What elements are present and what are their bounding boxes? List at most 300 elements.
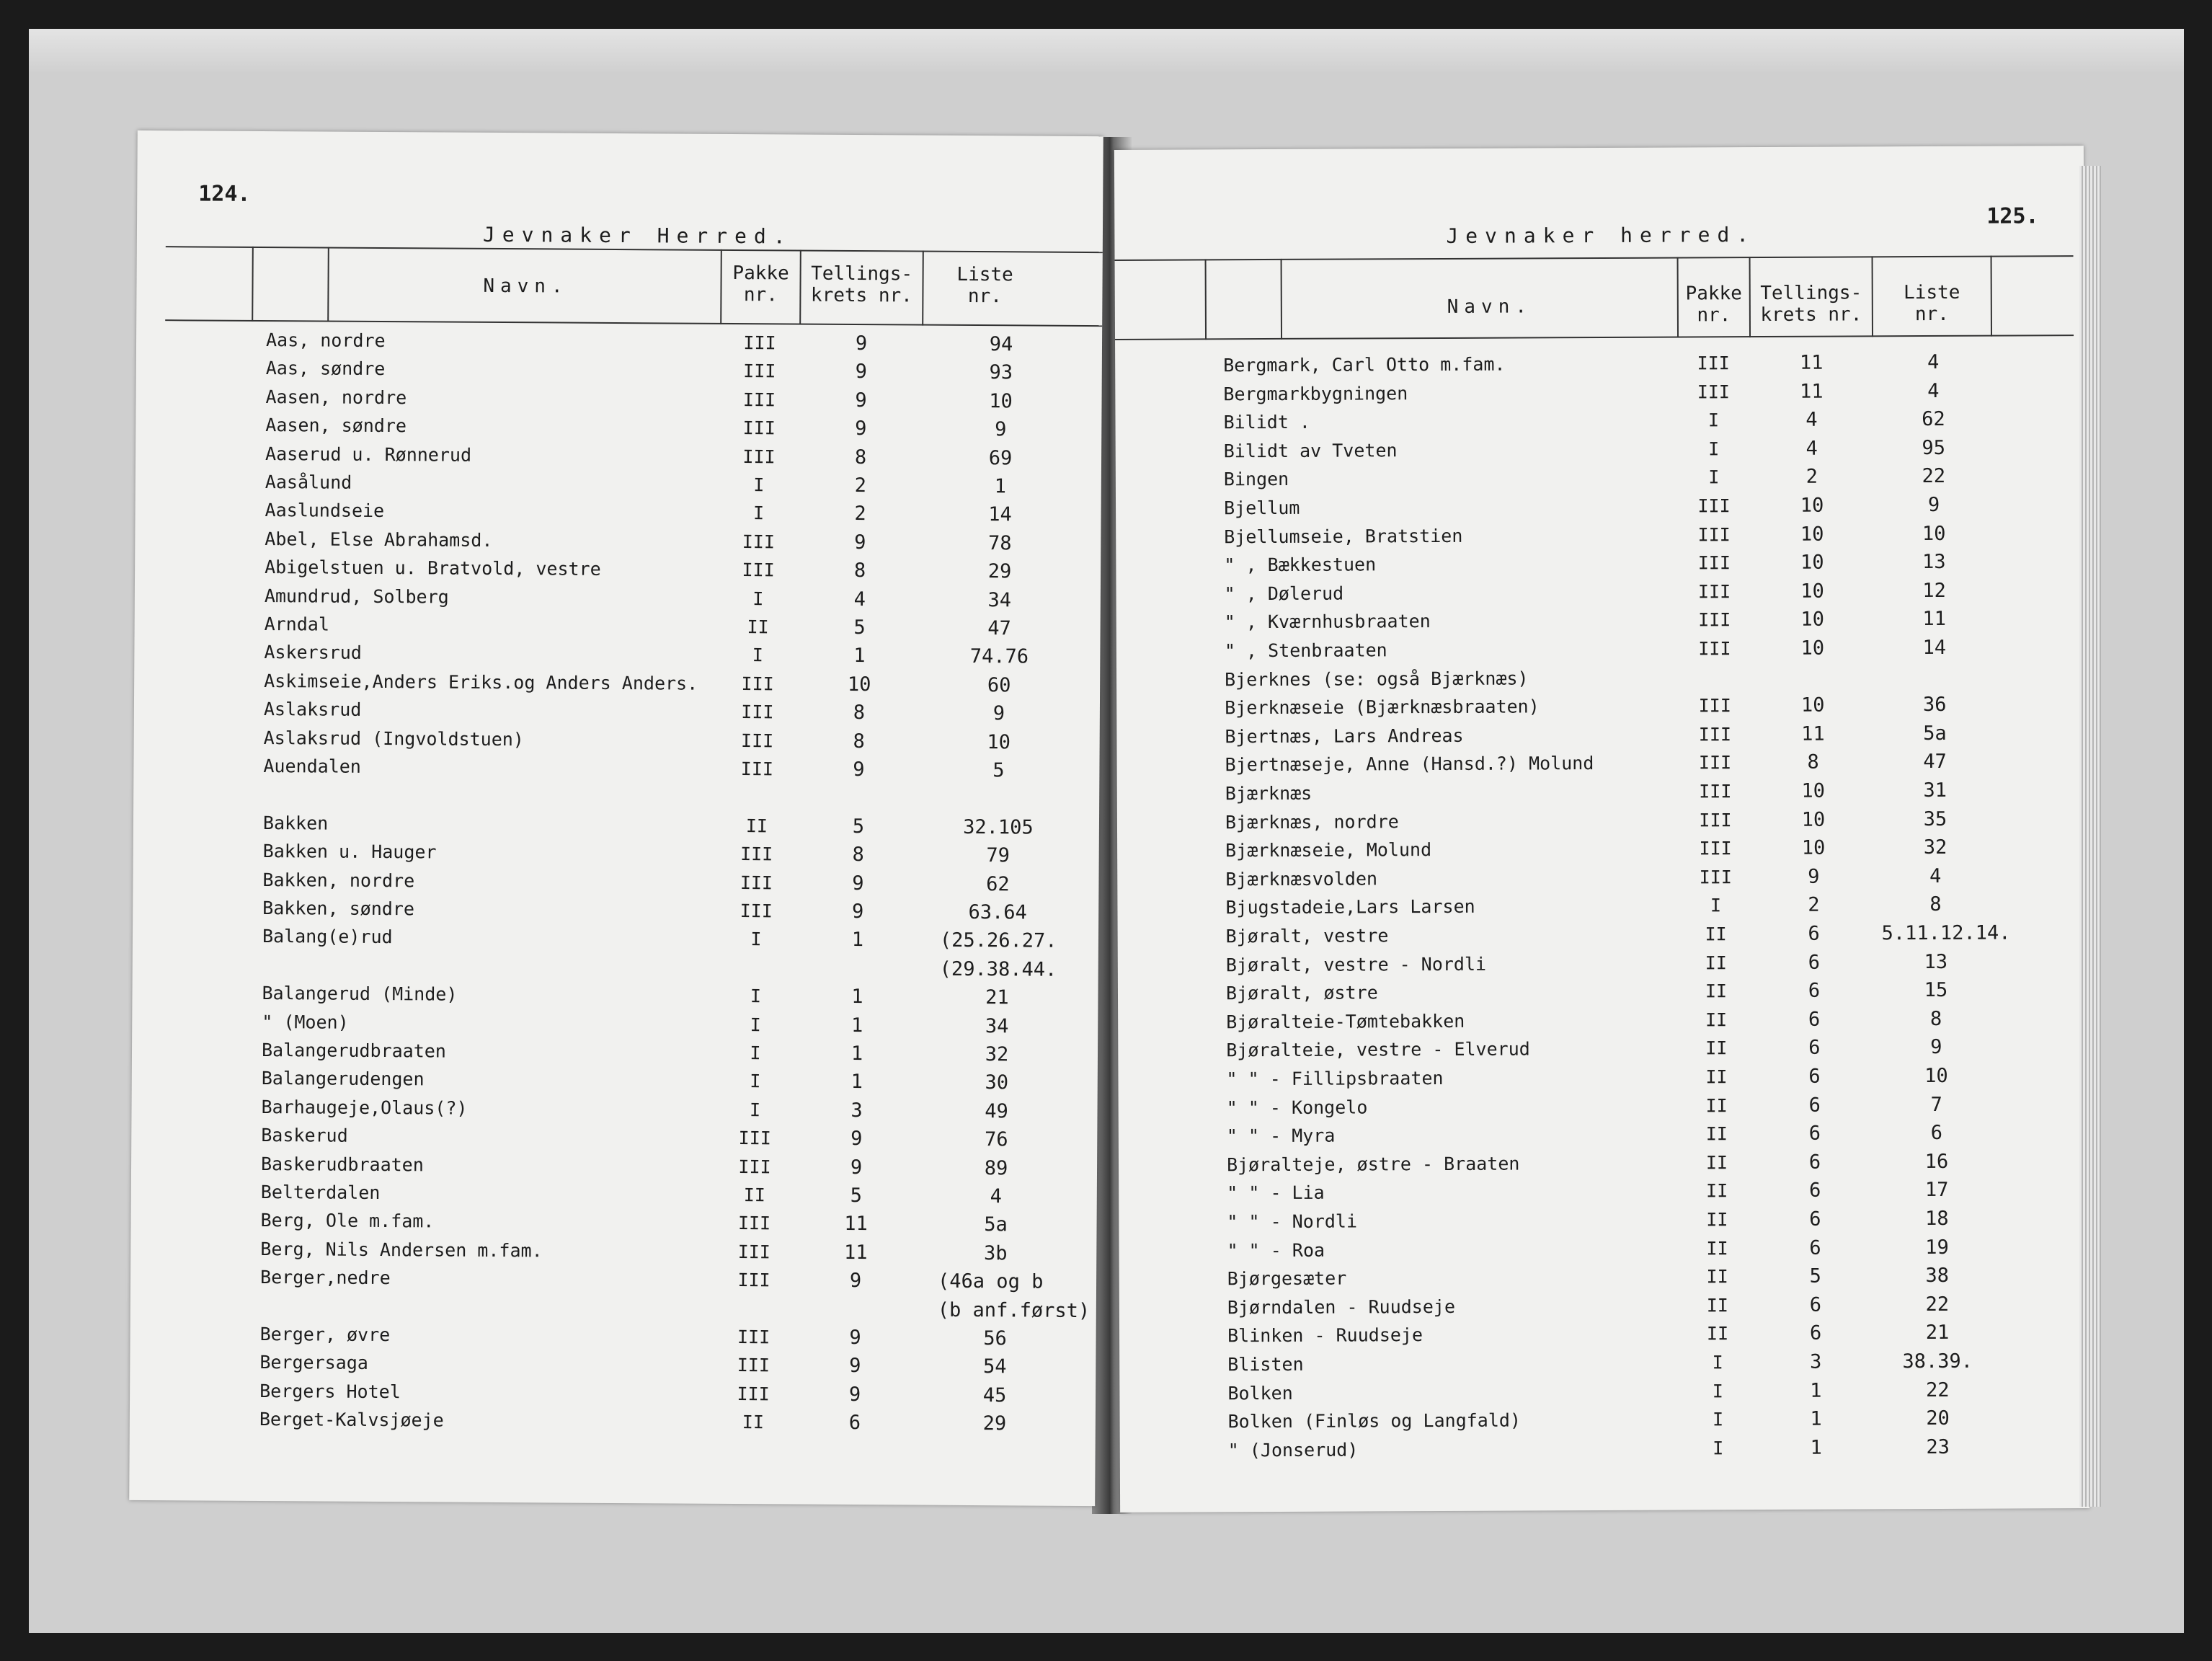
entry-name: Balangerud (Minde): [262, 983, 458, 1005]
entry-name: Abel, Else Abrahamsd.: [265, 528, 493, 551]
tellingskrets-nr: 8: [853, 701, 866, 725]
liste-nr: 5.11.12.14.: [1881, 921, 2011, 945]
tellingskrets-nr: [797, 957, 918, 958]
left-page: [129, 130, 1103, 1506]
header-navn: Navn.: [1447, 296, 1533, 318]
liste-nr: [1880, 665, 1989, 666]
entry-name: Balangerudbraaten: [261, 1040, 446, 1062]
liste-nr: 6: [1930, 1122, 1943, 1145]
tellingskrets-nr: 6: [1808, 922, 1820, 945]
liste-nr: 49: [985, 1099, 1008, 1123]
liste-nr: 56: [983, 1327, 1007, 1350]
tellingskrets-nr: 3: [850, 1099, 863, 1122]
header-navn: Navn.: [483, 275, 569, 298]
header-liste: Liste nr.: [1904, 281, 1960, 326]
entry-name: Bakken u. Hauger: [262, 841, 437, 863]
tellingskrets-nr: 6: [1809, 1236, 1821, 1259]
column-divider: [252, 247, 254, 322]
entry-name: Bjærknæs: [1225, 782, 1312, 805]
column-divider: [1281, 259, 1282, 340]
entry-name: Bjøralteie-Tømtebakken: [1226, 1010, 1465, 1033]
pakke-nr: II: [1705, 923, 1727, 945]
page-title: Jevnaker Herred.: [482, 222, 793, 249]
tellingskrets-nr: 1: [853, 645, 866, 668]
tellingskrets-nr: 9: [850, 1156, 863, 1179]
entry-name: Aas, søndre: [265, 358, 386, 380]
pakke-nr: II: [1705, 1066, 1728, 1088]
tellingskrets-nr: 10: [1800, 494, 1824, 517]
pakke-nr: III: [1697, 581, 1731, 603]
entry-name: Aaserud u. Rønnerud: [265, 443, 472, 466]
liste-nr: 38: [1925, 1264, 1950, 1288]
pakke-nr: III: [737, 1383, 770, 1405]
entry-name: Barhaugeje,Olaus(?): [261, 1096, 468, 1119]
pakke-nr: III: [1697, 495, 1731, 517]
entry-name: Berger, øvre: [259, 1323, 391, 1346]
header-pakke: Pakke nr.: [1685, 283, 1742, 327]
entry-name: Bjellum: [1223, 497, 1300, 519]
entry-name: Berg, Ole m.fam.: [260, 1210, 435, 1232]
entry-name: Bjøralt, vestre: [1225, 925, 1389, 947]
pakke-nr: II: [1706, 1237, 1728, 1259]
liste-nr: 7: [1930, 1093, 1942, 1116]
liste-nr: 14: [1922, 636, 1947, 660]
pakke-nr: III: [1699, 838, 1732, 859]
liste-nr: 93: [989, 361, 1013, 384]
tellingskrets-nr: 9: [848, 1383, 861, 1406]
liste-nr: 20: [1926, 1407, 1950, 1430]
tellingskrets-nr: 4: [1805, 437, 1818, 460]
pakke-nr: II: [1705, 952, 1727, 973]
liste-nr: 34: [987, 588, 1012, 611]
liste-nr: 32: [985, 1043, 1009, 1066]
liste-nr: 10: [1924, 1064, 1948, 1088]
pakke-nr: II: [1705, 1094, 1728, 1116]
pakke-nr: III: [1698, 609, 1731, 631]
pakke-nr: III: [740, 730, 774, 751]
liste-nr: 16: [1924, 1150, 1949, 1173]
entry-name: Bjertnæs, Lars Andreas: [1225, 725, 1464, 748]
liste-nr: [941, 788, 1056, 789]
tellingskrets-nr: 1: [851, 985, 863, 1009]
tellingskrets-nr: 8: [854, 446, 867, 469]
pakke-nr: III: [741, 673, 774, 695]
pakke-nr: III: [737, 1326, 770, 1348]
liste-nr: 21: [1925, 1321, 1950, 1345]
tellingskrets-nr: 2: [1808, 894, 1820, 917]
pakke-nr: II: [1705, 980, 1728, 1002]
pakke-nr: III: [742, 559, 775, 581]
entry-name: Berget-Kalvsjøeje: [259, 1409, 444, 1431]
pakke-nr: III: [1697, 552, 1731, 574]
tellingskrets-nr: 6: [1809, 1322, 1822, 1345]
pakke-nr: III: [737, 1355, 770, 1376]
tellingskrets-nr: 6: [1809, 1208, 1821, 1231]
pakke-nr: I: [1712, 1352, 1723, 1373]
entry-name: Bolken (Finløs og Langfald): [1227, 1409, 1522, 1432]
tellingskrets-nr: 8: [853, 730, 865, 753]
liste-nr: 36: [1922, 694, 1947, 717]
liste-nr: 76: [984, 1128, 1008, 1151]
tellingskrets-nr: 9: [1808, 865, 1820, 888]
liste-nr: 10: [1922, 522, 1946, 545]
pakke-nr: I: [752, 645, 764, 666]
liste-nr: 29: [982, 1412, 1007, 1435]
tellingskrets-nr: 1: [1810, 1379, 1822, 1402]
entry-name: Aasålund: [265, 471, 352, 493]
tellingskrets-nr: [798, 787, 919, 788]
tellingskrets-nr: 4: [1805, 408, 1818, 431]
header-top-rule: [1115, 255, 2074, 261]
pakke-nr: I: [1712, 1409, 1724, 1430]
liste-nr: 5: [992, 759, 1005, 782]
tellingskrets-nr: 11: [1801, 722, 1825, 745]
tellingskrets-nr: 9: [849, 1326, 861, 1350]
liste-nr: 17: [1924, 1179, 1949, 1202]
entry-name: Askimseie,Anders Eriks.og Anders Anders.: [264, 670, 698, 694]
entry-name: Bjærknæseie, Molund: [1225, 839, 1432, 861]
entry-name: Bjøralteje, østre - Braaten: [1226, 1153, 1520, 1176]
liste-nr: 4: [1927, 379, 1940, 402]
tellingskrets-nr: 9: [855, 360, 868, 384]
tellingskrets-nr: 11: [843, 1241, 868, 1264]
entry-name: Balang(e)rud: [262, 926, 393, 948]
pakke-nr: I: [750, 929, 762, 950]
entry-name: Bakken, søndre: [262, 898, 415, 920]
tellingskrets-nr: 6: [1809, 1293, 1822, 1316]
pakke-nr: III: [742, 531, 776, 553]
entry-name: Auendalen: [263, 756, 361, 777]
liste-nr: 9: [1927, 493, 1940, 517]
liste-nr: 31: [1923, 779, 1947, 802]
liste-nr: 15: [1924, 979, 1948, 1002]
entry-name: Bjerknes (se: også Bjærknæs): [1225, 668, 1529, 690]
entry-name: Aasen, søndre: [265, 415, 407, 437]
pakke-nr: II: [747, 616, 769, 638]
entry-name: " , Kværnhusbraaten: [1224, 611, 1431, 633]
tellingskrets-nr: 9: [855, 389, 867, 412]
pakke-nr: III: [743, 360, 776, 382]
entry-name: Balangerudengen: [261, 1068, 425, 1090]
entry-name: Baskerud: [261, 1125, 348, 1146]
liste-nr: 21: [985, 986, 1009, 1009]
entry-name: Bolken: [1227, 1382, 1293, 1404]
liste-nr: 13: [1924, 950, 1948, 973]
pakke-nr: III: [741, 701, 774, 723]
pakke-nr: III: [1699, 809, 1732, 831]
entry-name: " " - Roa: [1227, 1239, 1325, 1261]
liste-nr: 94: [989, 333, 1013, 356]
liste-nr: 47: [1923, 750, 1947, 774]
page-title: Jevnaker herred.: [1446, 223, 1756, 248]
pakke-nr: III: [1697, 523, 1731, 546]
column-divider: [327, 247, 329, 322]
liste-nr: 35: [1923, 807, 1947, 830]
tellingskrets-nr: [1752, 666, 1873, 667]
entry-name: " " - Lia: [1227, 1182, 1325, 1204]
entry-name: Bilidt av Tveten: [1223, 440, 1398, 462]
entry-name: " (Moen): [262, 1011, 349, 1033]
pakke-nr: III: [739, 872, 773, 893]
pakke-nr: III: [743, 332, 776, 354]
pakke-nr: I: [750, 1042, 761, 1064]
liste-nr: 47: [987, 617, 1011, 640]
page-number: 124.: [198, 181, 251, 207]
tellingskrets-nr: 10: [1800, 551, 1824, 574]
entry-name: " (Jonserud): [1227, 1439, 1359, 1461]
pakke-nr: III: [1697, 353, 1730, 374]
tellingskrets-nr: 9: [855, 332, 868, 355]
tellingskrets-nr: 1: [1810, 1407, 1822, 1430]
pakke-nr: III: [1699, 781, 1732, 802]
entry-name: Bergersaga: [259, 1352, 368, 1374]
entry-name: Bjøralt, østre: [1225, 982, 1378, 1004]
tellingskrets-nr: 1: [850, 1071, 863, 1094]
liste-nr: 62: [986, 872, 1010, 895]
tellingskrets-nr: 10: [1801, 779, 1826, 802]
tellingskrets-nr: 1: [851, 1014, 863, 1037]
tellingskrets-nr: 10: [1801, 808, 1826, 831]
tellingskrets-nr: 2: [854, 474, 867, 497]
liste-nr: 22: [1925, 1293, 1950, 1316]
entry-name: " , Stenbraaten: [1224, 639, 1387, 662]
liste-nr: 29: [987, 560, 1012, 583]
entry-name: Bilidt .: [1223, 411, 1311, 433]
entry-name: Bjertnæseje, Anne (Hansd.?) Molund: [1225, 753, 1594, 776]
tellingskrets-nr: 8: [1807, 751, 1819, 774]
tellingskrets-nr: 9: [853, 758, 865, 781]
tellingskrets-nr: 6: [1808, 1179, 1821, 1202]
entry-name: Bakken: [262, 812, 329, 834]
tellingskrets-nr: 9: [849, 1270, 862, 1293]
pakke-nr: I: [1712, 1380, 1723, 1401]
pakke-nr: II: [743, 1184, 765, 1206]
tellingskrets-nr: 10: [1800, 523, 1824, 546]
pakke-nr: II: [1705, 1123, 1728, 1145]
liste-nr: 32: [1923, 836, 1947, 859]
entry-name: Bjerknæseie (Bjærknæsbraaten): [1225, 696, 1540, 719]
pakke-nr: I: [752, 588, 764, 609]
pakke-nr: III: [737, 1270, 770, 1291]
liste-nr: 30: [985, 1071, 1009, 1094]
entry-name: Bingen: [1223, 469, 1289, 490]
pakke-nr: III: [742, 446, 776, 467]
pakke-nr: II: [1705, 1037, 1728, 1059]
pakke-nr: II: [742, 1412, 765, 1433]
pakke-nr: III: [742, 417, 776, 439]
entry-name: " , Bækkestuen: [1224, 554, 1377, 576]
pakke-nr: I: [752, 502, 765, 524]
tellingskrets-nr: 9: [850, 1128, 863, 1151]
entry-name: " " - Fillipsbraaten: [1226, 1067, 1444, 1090]
liste-nr: (b anf.først): [937, 1298, 1091, 1322]
entry-name: Aasen, nordre: [265, 386, 407, 409]
pakke-nr: II: [1706, 1180, 1728, 1202]
entry-name: Aslaksrud (Ingvoldstuen): [263, 727, 524, 750]
entry-name: Belterdalen: [260, 1181, 381, 1204]
header-tellingskrets: Tellings- krets nr.: [810, 262, 913, 307]
pakke-nr: I: [750, 1071, 761, 1092]
entry-name: Bergmark, Carl Otto m.fam.: [1223, 353, 1506, 376]
entry-name: Bjugstadeie,Lars Larsen: [1225, 896, 1475, 918]
tellingskrets-nr: 2: [1805, 466, 1818, 489]
liste-nr: 74.76: [969, 645, 1029, 668]
entry-name: " " - Kongelo: [1226, 1097, 1368, 1118]
entry-name: Bergers Hotel: [259, 1380, 401, 1402]
entry-name: Bjørgesæter: [1227, 1267, 1347, 1290]
header-bottom-rule: [1115, 335, 2074, 340]
liste-nr: 1: [994, 475, 1007, 498]
entry-name: Aas, nordre: [265, 329, 386, 352]
liste-nr: 19: [1925, 1236, 1949, 1259]
liste-nr: 10: [989, 389, 1013, 413]
tellingskrets-nr: 1: [850, 1042, 863, 1066]
pakke-nr: III: [742, 389, 776, 411]
pakke-nr: [716, 957, 796, 958]
tellingskrets-nr: 9: [851, 900, 864, 923]
entry-name: Bjøralt, vestre - Nordli: [1225, 953, 1487, 975]
liste-nr: 8: [1929, 893, 1942, 916]
pakke-nr: II: [1706, 1209, 1728, 1231]
tellingskrets-nr: 6: [1808, 1094, 1821, 1117]
pakke-nr: III: [1698, 724, 1732, 745]
entry-name: Baskerudbraaten: [260, 1153, 424, 1175]
liste-nr: 5a: [1923, 722, 1947, 745]
pakke-nr: I: [753, 474, 765, 496]
liste-nr: 79: [986, 844, 1010, 867]
liste-nr: 54: [983, 1355, 1007, 1378]
liste-nr: 18: [1925, 1207, 1949, 1231]
tellingskrets-nr: 10: [847, 673, 871, 696]
liste-nr: 4: [990, 1185, 1003, 1208]
tellingskrets-nr: 6: [1808, 979, 1821, 1002]
header-liste: Liste nr.: [956, 263, 1013, 308]
page-edges: [2079, 166, 2101, 1507]
liste-nr: 95: [1922, 436, 1946, 459]
header-bottom-rule: [165, 319, 1102, 327]
pakke-nr: II: [1706, 1266, 1728, 1288]
liste-nr: 3b: [983, 1241, 1008, 1265]
header-tellingskrets: Tellings- krets nr.: [1760, 282, 1862, 327]
pakke-nr: I: [1708, 466, 1720, 488]
pakke-nr: III: [1698, 638, 1731, 660]
entry-name: Askersrud: [264, 642, 362, 664]
liste-nr: 11: [1922, 608, 1947, 631]
liste-nr: 9: [995, 418, 1007, 441]
entry-name: Bjærknæsvolden: [1225, 868, 1378, 890]
tellingskrets-nr: 6: [1808, 1151, 1821, 1174]
tellingskrets-nr: 11: [1800, 380, 1824, 403]
tellingskrets-nr: 3: [1810, 1350, 1822, 1373]
tellingskrets-nr: 4: [853, 588, 866, 611]
tellingskrets-nr: 5: [853, 616, 866, 639]
tellingskrets-nr: 10: [1800, 694, 1825, 717]
liste-nr: (25.26.27.: [939, 929, 1057, 953]
pakke-nr: I: [1710, 895, 1722, 916]
pakke-nr: I: [749, 1099, 761, 1121]
liste-nr: 89: [984, 1156, 1008, 1179]
tellingskrets-nr: [795, 1298, 916, 1299]
entry-name: Bergmarkbygningen: [1223, 382, 1408, 404]
tellingskrets-nr: 10: [1800, 580, 1824, 603]
liste-nr: 22: [1926, 1378, 1950, 1401]
page-number: 125.: [1986, 203, 2039, 229]
liste-nr: 8: [1929, 1007, 1942, 1030]
liste-nr: (46a og b: [937, 1270, 1044, 1293]
pakke-nr: III: [737, 1241, 770, 1263]
entry-name: Abigelstuen u. Bratvold, vestre: [265, 557, 601, 580]
tellingskrets-nr: 5: [852, 815, 865, 838]
liste-nr: 45: [982, 1383, 1007, 1407]
tellingskrets-nr: 10: [1800, 637, 1825, 660]
tellingskrets-nr: 5: [850, 1184, 863, 1208]
liste-nr: 5a: [984, 1213, 1008, 1236]
pakke-nr: I: [1713, 1438, 1724, 1459]
entry-name: Amundrud, Solberg: [264, 585, 449, 608]
tellingskrets-nr: 6: [1808, 1008, 1821, 1031]
liste-nr: 12: [1922, 579, 1946, 602]
entry-name: Berg, Nils Andersen m.fam.: [260, 1238, 543, 1262]
pakke-nr: II: [1706, 1323, 1729, 1345]
tellingskrets-nr: 10: [1801, 836, 1826, 859]
entry-name: Bjellumseie, Bratstien: [1224, 525, 1463, 547]
pakke-nr: III: [739, 900, 773, 922]
pakke-nr: III: [1698, 752, 1732, 774]
liste-nr: 34: [985, 1014, 1009, 1037]
liste-nr: 62: [1922, 408, 1945, 431]
entry-name: Berger,nedre: [260, 1267, 391, 1289]
entry-name: " " - Myra: [1226, 1125, 1336, 1147]
tellingskrets-nr: 6: [848, 1412, 861, 1435]
liste-nr: 23: [1926, 1435, 1950, 1458]
tellingskrets-nr: 9: [854, 531, 866, 554]
right-page: [1114, 146, 2089, 1512]
pakke-nr: III: [1698, 695, 1731, 717]
liste-nr: 10: [987, 730, 1010, 753]
liste-nr: 13: [1922, 551, 1946, 574]
tellingskrets-nr: 11: [1799, 351, 1824, 374]
pakke-nr: III: [1699, 867, 1732, 888]
pakke-nr: I: [750, 1014, 761, 1035]
liste-nr: 63.64: [968, 900, 1027, 924]
entry-name: Aaslundseie: [265, 500, 385, 522]
liste-nr: 9: [992, 702, 1005, 725]
tellingskrets-nr: 8: [853, 559, 866, 583]
tellingskrets-nr: 6: [1808, 1065, 1821, 1088]
tellingskrets-nr: 6: [1808, 1037, 1821, 1060]
tellingskrets-nr: 9: [855, 417, 867, 440]
entry-name: Bakken, nordre: [262, 869, 415, 891]
header-pakke: Pakke nr.: [732, 262, 789, 306]
pakke-nr: II: [1705, 1152, 1728, 1174]
liste-nr: (29.38.44.: [939, 957, 1057, 981]
entry-name: Blinken - Ruudseje: [1227, 1324, 1423, 1347]
pakke-nr: II: [1706, 1295, 1728, 1316]
entry-name: " " - Nordli: [1227, 1210, 1358, 1233]
pakke-nr: I: [750, 985, 762, 1007]
pakke-nr: III: [738, 1128, 771, 1149]
tellingskrets-nr: 6: [1808, 1122, 1821, 1145]
scan-top-strip: [29, 29, 2184, 72]
tellingskrets-nr: 5: [1809, 1264, 1821, 1288]
pakke-nr: I: [1708, 438, 1720, 460]
tellingskrets-nr: 10: [1800, 608, 1825, 632]
liste-nr: 32.105: [963, 815, 1034, 839]
tellingskrets-nr: 8: [852, 843, 864, 867]
tellingskrets-nr: 11: [844, 1213, 868, 1236]
liste-nr: 69: [988, 446, 1013, 469]
tellingskrets-nr: 6: [1808, 951, 1821, 974]
